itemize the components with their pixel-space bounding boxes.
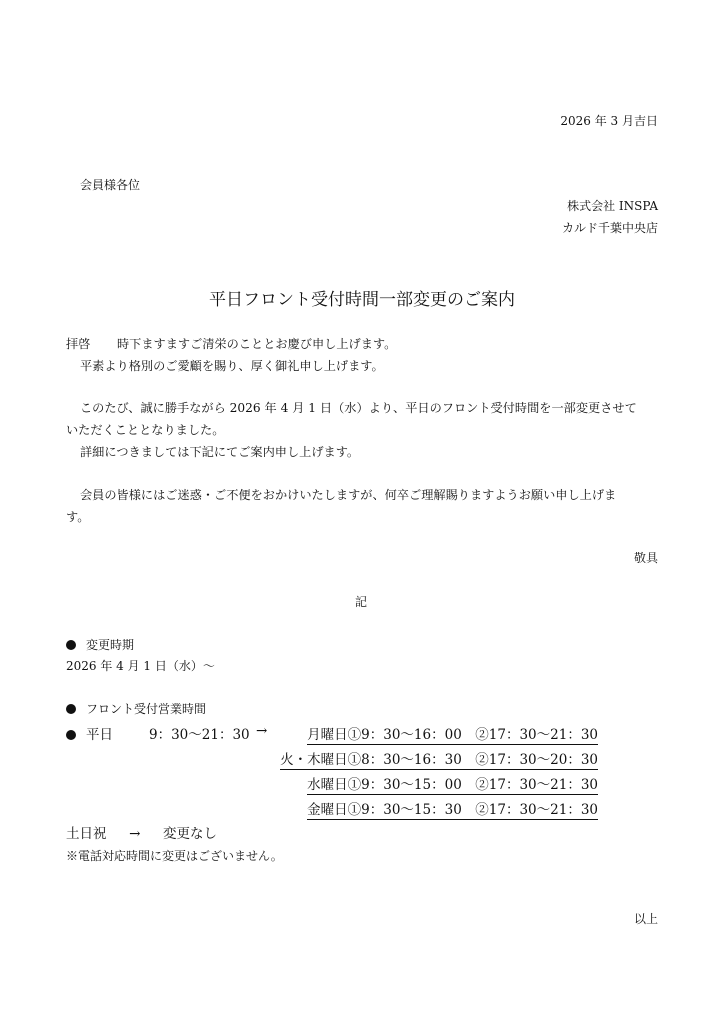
schedule-tue-thu: 火・木曜日①8：30〜16：30 ②17：30〜20：30 [280,748,598,770]
closing-keigu: 敬具 [633,551,658,565]
greeting-line2: 平素より格別のご愛顧を賜り、厚く御礼申し上げます。 [80,359,384,373]
change-period-heading [66,636,134,653]
ki-heading: 記 [355,595,368,609]
greeting-opening: 拝啓 [66,337,91,351]
bullet-icon [66,640,76,650]
weekend-arrow-icon: → [129,826,141,842]
paragraph2-line1: 会員の皆様にはご迷惑・ご不便をおかけいたしますが、何卒ご理解賜りますようお願い申し上げま [80,488,617,502]
schedule-friday: 金曜日①9：30〜15：30 ②17：30〜21：30 [307,798,598,820]
schedule-wednesday: 水曜日①9：30〜15：00 ②17：30〜21：30 [307,773,598,795]
document-date: 2026 年 3 月吉日 [560,114,658,128]
bullet-icon [66,730,76,740]
arrow-icon: → [256,723,268,739]
change-period-value: 2026 年 4 月 1 日（水）〜 [66,659,215,673]
greeting-seasonal: 時下ますますご清栄のこととお慶び申し上げます。 [117,337,397,351]
paragraph1-line3: 詳細につきましては下記にてご案内申し上げます。 [80,445,360,459]
bullet-icon [66,704,76,714]
weekday-label: 平日 [86,727,113,743]
recipient: 会員様各位 [80,178,141,192]
phone-note: ※電話対応時間に変更はございません。 [66,849,283,863]
paragraph1-line2: いただくこととなりました。 [66,423,225,437]
paragraph2-line2: す。 [66,510,90,524]
front-hours-heading [66,700,206,717]
weekend-value: 変更なし [163,826,217,842]
front-hours-heading-label: フロント受付営業時間 [86,702,207,716]
document-title: 平日フロント受付時間一部変更のご案内 [209,290,515,310]
change-period-heading-label: 変更時期 [86,638,135,652]
weekday-row [66,723,113,743]
sender-company: 株式会社 INSPA [567,199,658,213]
weekend-row [66,822,217,842]
closing-ijo: 以上 [633,912,658,926]
sender-branch: カルド千葉中央店 [561,221,658,235]
weekday-old-hours: 9：30〜21：30 [149,727,250,743]
paragraph1-line1: このたび、誠に勝手ながら 2026 年 4 月 1 日（水）より、平日のフロント受付時間を一部変更させて [80,401,637,415]
weekend-label: 土日祝 [66,826,107,842]
schedule-monday: 月曜日①9：30〜16：00 ②17：30〜21：30 [307,723,598,745]
